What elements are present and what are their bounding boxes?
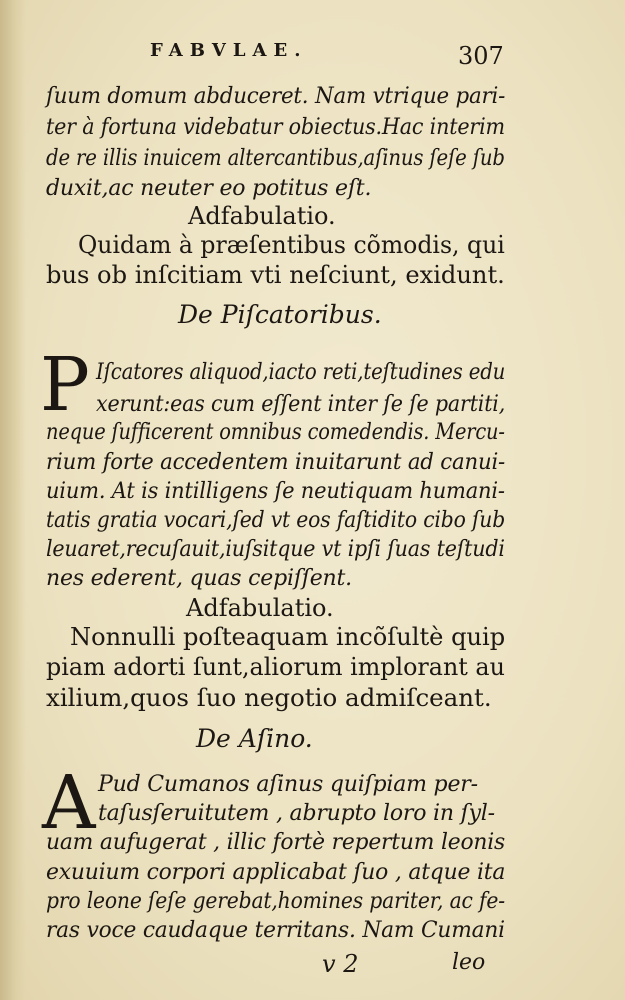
adfabulatio-heading: Adfabulatio. (188, 202, 336, 230)
fable-title: De Piſcatoribus. (178, 300, 382, 329)
text-line: uium. At is intilligens ſe neutiquam humani- (46, 479, 505, 504)
drop-capital: P (40, 342, 90, 428)
adfabulatio-heading: Adfabulatio. (186, 594, 334, 622)
text-line: Pud Cumanos aſinus quiſpiam per- (98, 772, 478, 797)
text-line: ſuum domum abduceret. Nam vtrique pari- (46, 84, 506, 109)
moral-line: Nonnulli poſteaquam incõſultè quip (70, 622, 506, 651)
moral-line: bus ob inſcitiam vti neſciunt, exidunt. (46, 260, 505, 289)
text-line: uam aufugerat , illic fortè repertum leonis (46, 830, 506, 855)
text-line: xerunt:eas cum eſſent inter ſe ſe partiti, (96, 392, 506, 417)
text-line: pro leone ſeſe gerebat,homines pariter, ac fe- (46, 889, 505, 914)
running-title: FABVLAE. (150, 40, 308, 61)
signature-mark: v 2 (322, 950, 359, 978)
text-line: ter à fortuna videbatur obiectus.Hac interim (46, 115, 505, 140)
text-line: tatis gratia vocari,ſed vt eos faſtidito cibo ſub (46, 508, 506, 533)
moral-line: xilium,quos ſuo negotio admiſceant. (46, 683, 492, 712)
text-line: Iſcatores aliquod,iacto reti,teſtudines edu (96, 360, 506, 385)
text-line: taſusſeruitutem , abrupto loro in ſyl- (98, 801, 495, 826)
page-gutter (0, 0, 26, 1000)
text-line: leuaret,recuſauit,iuſsitque vt ipſi ſuas teſtudi (46, 537, 505, 562)
text-line: duxit,ac neuter eo potitus eſt. (46, 176, 372, 201)
moral-line: piam adorti ſunt,aliorum implorant au (46, 652, 505, 681)
text-line: rium forte accedentem inuitarunt ad canui- (46, 450, 506, 475)
text-line: nes ederent, quas cepiſſent. (46, 566, 352, 591)
drop-capital: A (42, 760, 96, 846)
page-number: 307 (458, 42, 504, 70)
text-line: de re illis inuicem altercantibus,aſinus ſeſe ſub (46, 146, 505, 171)
fable-title: De Aſino. (196, 724, 313, 753)
moral-line: Quidam à præſentibus cõmodis, qui (78, 230, 505, 259)
catchword: leo (452, 950, 486, 975)
text-line: neque ſufficerent omnibus comedendis. Mercu- (46, 420, 505, 445)
text-line: exuuium corpori applicabat ſuo , atque ita (46, 860, 506, 885)
text-line: ras voce caudaque territans. Nam Cumani (46, 918, 505, 943)
